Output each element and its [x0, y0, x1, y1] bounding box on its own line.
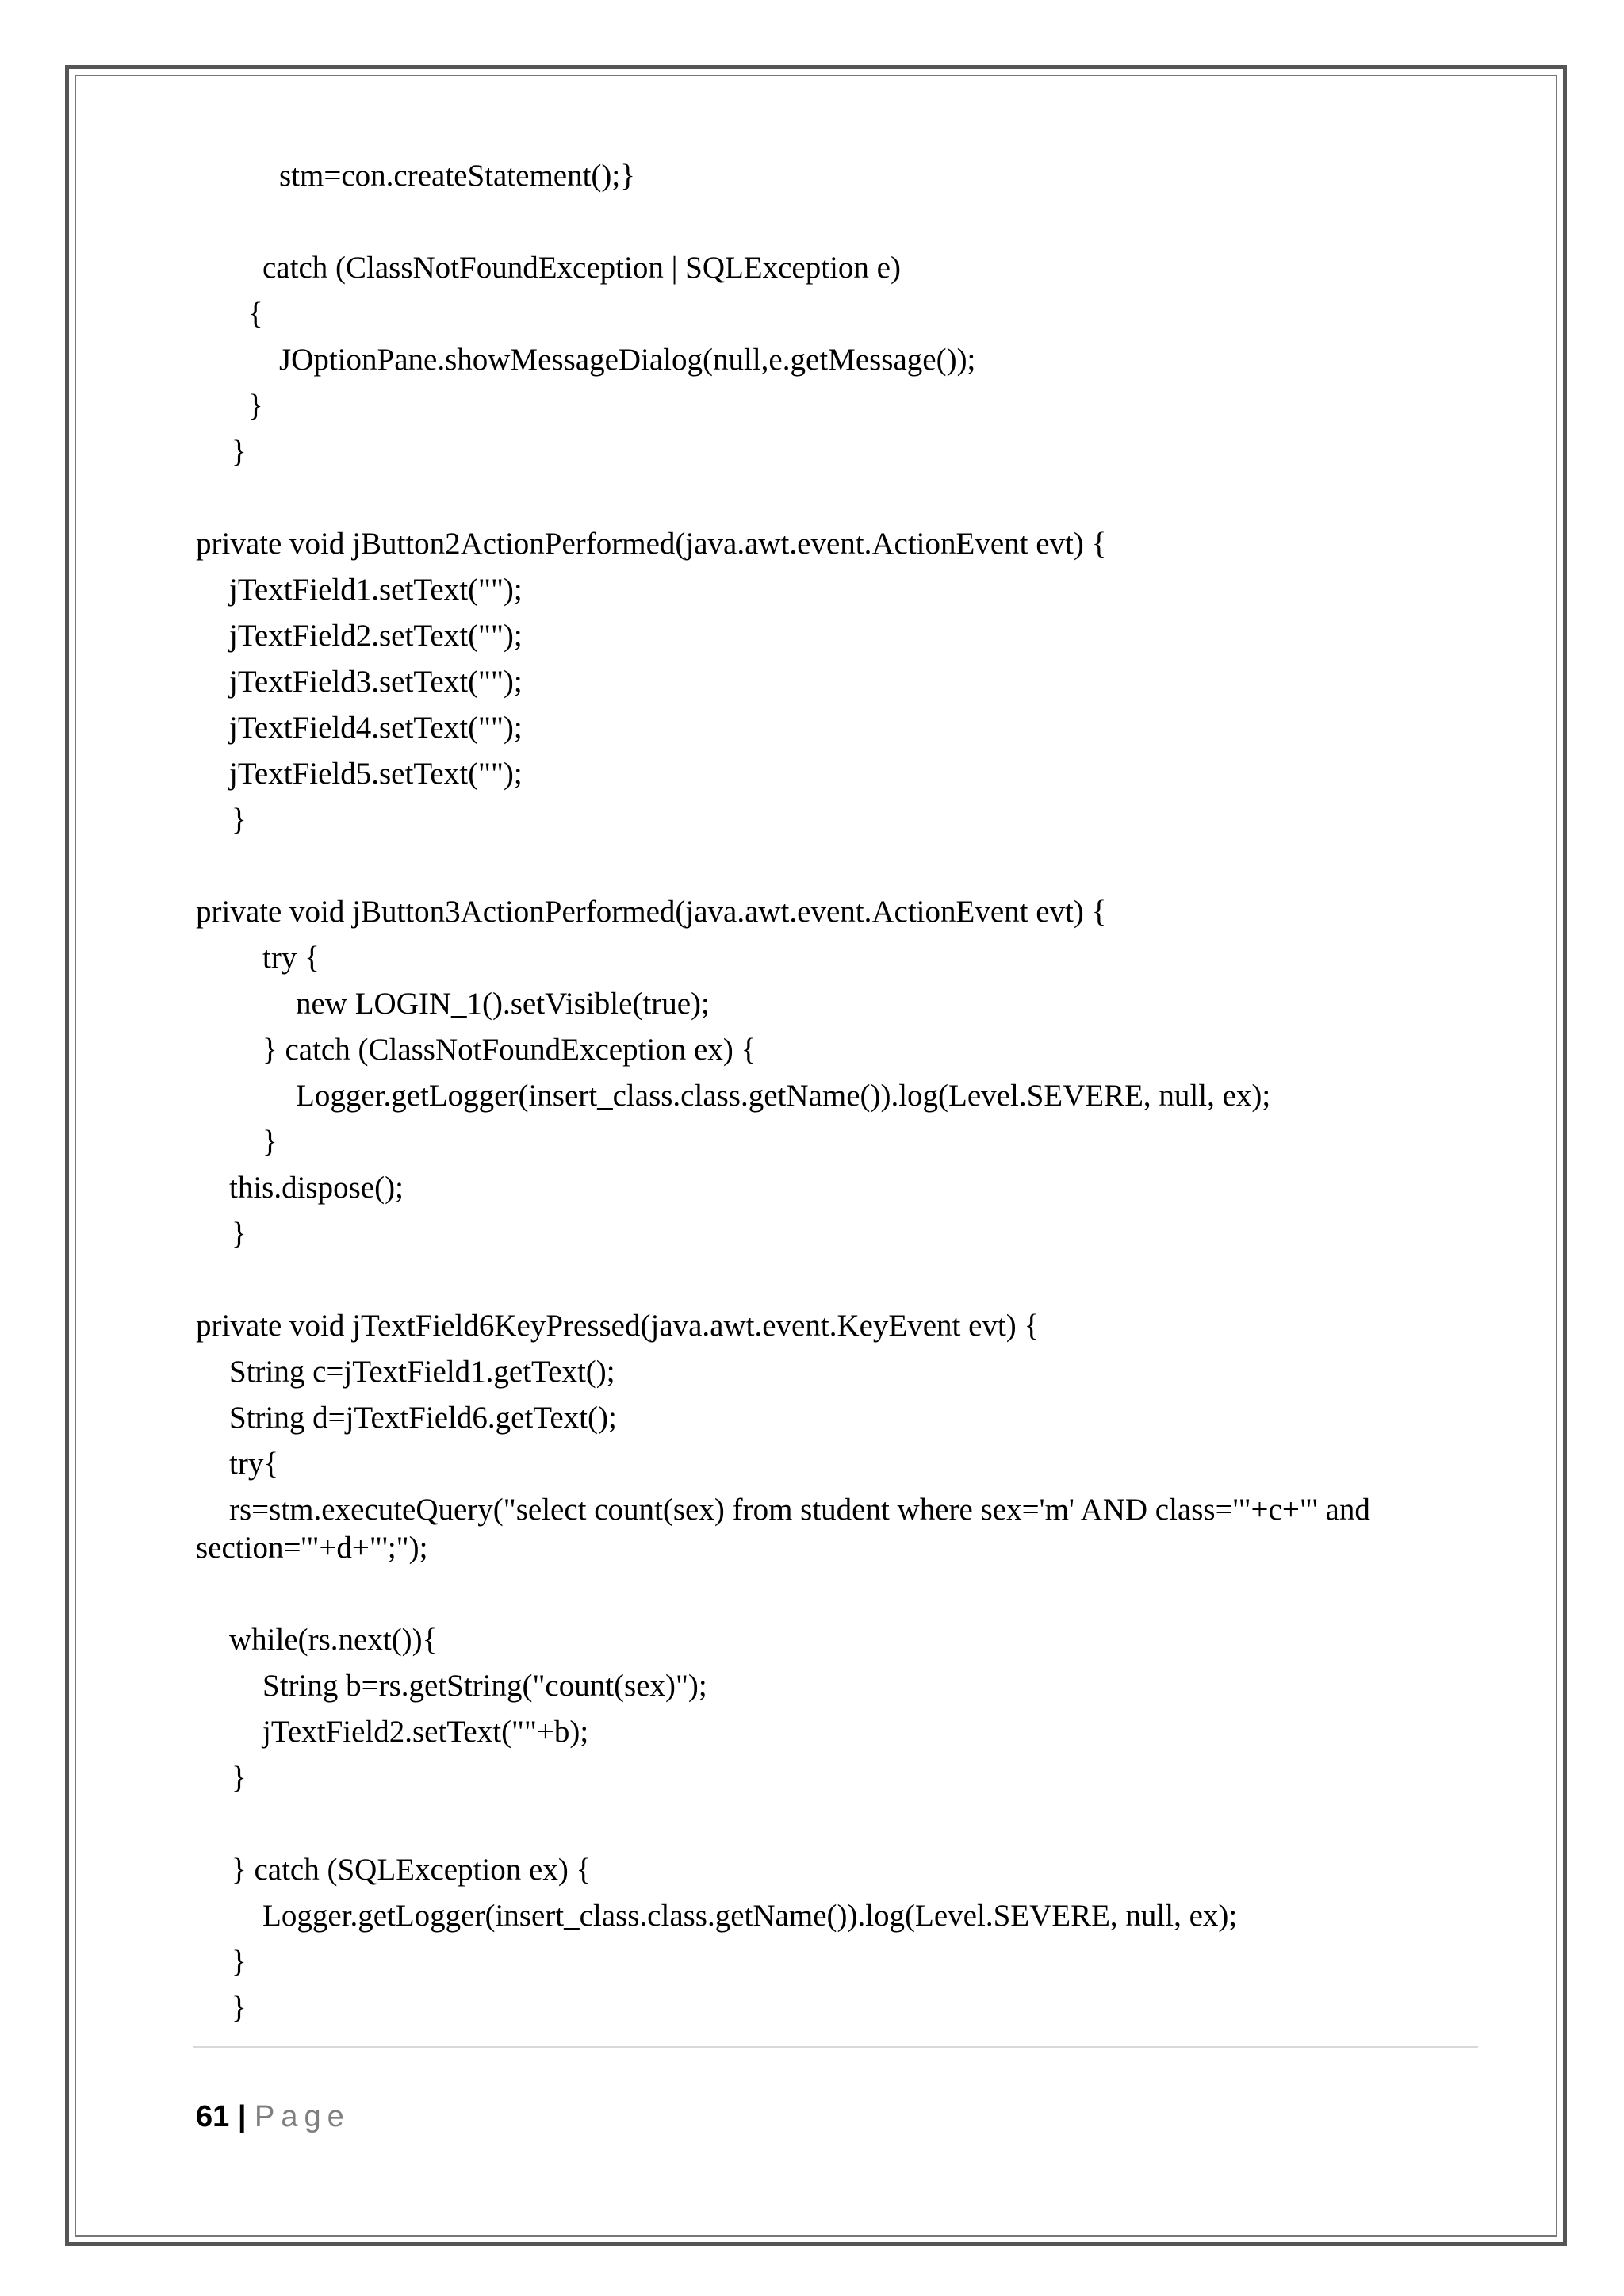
code-line: try {	[262, 941, 320, 975]
code-line: private void jButton3ActionPerformed(java.awt.event.ActionEvent evt) {	[196, 895, 1107, 929]
code-line: }	[248, 389, 263, 423]
code-line: }	[232, 1991, 247, 2025]
code-line: jTextField2.setText("");	[229, 619, 523, 653]
code-line: }	[262, 1125, 278, 1159]
code-line: try{	[229, 1447, 279, 1481]
code-line: jTextField2.setText(""+b);	[262, 1715, 589, 1749]
code-line: }	[232, 803, 247, 837]
page-label: Page	[255, 2100, 350, 2133]
code-line: Logger.getLogger(insert_class.class.getName()).log(Level.SEVERE, null, ex);	[262, 1899, 1238, 1933]
code-line: }	[232, 1945, 247, 1979]
code-line: } catch (SQLException ex) {	[232, 1853, 592, 1887]
code-line: Logger.getLogger(insert_class.class.getName()).log(Level.SEVERE, null, ex);	[296, 1079, 1271, 1113]
code-line: String d=jTextField6.getText();	[229, 1401, 617, 1435]
code-line: section='"+d+"';");	[196, 1531, 428, 1565]
code-line: String b=rs.getString("count(sex)");	[262, 1669, 707, 1703]
code-line: }	[232, 1761, 247, 1795]
page-number: 61	[196, 2100, 230, 2133]
code-line: this.dispose();	[229, 1171, 404, 1205]
code-line: private void jButton2ActionPerformed(java.awt.event.ActionEvent evt) {	[196, 527, 1107, 561]
code-line: JOptionPane.showMessageDialog(null,e.getMessage());	[279, 343, 976, 377]
footer-divider	[193, 2046, 1478, 2048]
code-line: jTextField1.setText("");	[229, 573, 523, 607]
code-line: private void jTextField6KeyPressed(java.awt.event.KeyEvent evt) {	[196, 1309, 1040, 1343]
code-line: } catch (ClassNotFoundException ex) {	[262, 1033, 756, 1067]
code-line: while(rs.next()){	[229, 1623, 438, 1657]
page-footer	[196, 2098, 350, 2136]
code-line: rs=stm.executeQuery("select count(sex) from student where sex='m' AND class='"+c+"' and	[229, 1493, 1370, 1527]
page-separator: |	[237, 2100, 247, 2133]
code-line: String c=jTextField1.getText();	[229, 1355, 615, 1389]
code-line: }	[232, 435, 247, 469]
code-line: catch (ClassNotFoundException | SQLException e)	[262, 251, 901, 285]
code-line: }	[232, 1217, 247, 1251]
code-line: new LOGIN_1().setVisible(true);	[296, 987, 710, 1021]
code-line: jTextField3.setText("");	[229, 665, 523, 699]
code-line: {	[248, 297, 263, 331]
code-line: stm=con.createStatement();}	[279, 159, 635, 193]
code-line: jTextField4.setText("");	[229, 711, 523, 745]
code-line: jTextField5.setText("");	[229, 757, 523, 791]
